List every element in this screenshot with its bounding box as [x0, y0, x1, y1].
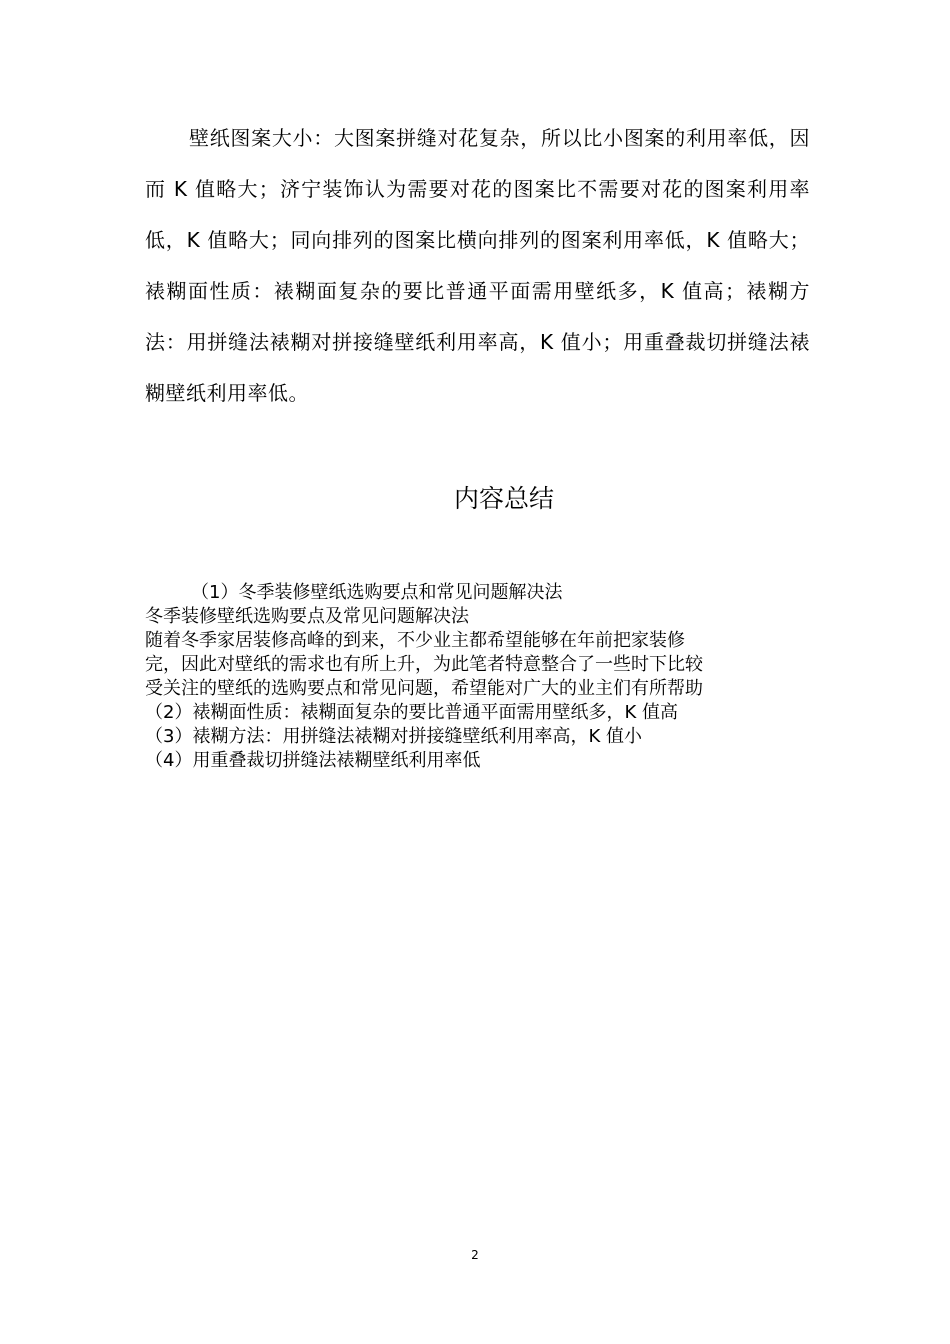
- summary-item: （3）裱糊方法：用拼缝法裱糊对拼接缝壁纸利用率高，K 值小: [145, 726, 642, 747]
- summary-item: 随着冬季家居装修高峰的到来，不少业主都希望能够在年前把家装修: [145, 630, 685, 651]
- body-paragraph: 壁纸图案大小：大图案拼缝对花复杂，所以比小图案的利用率低，因而 K 值略大；济宁装饰认为需要对花的图案比不需要对花的图案利用率低，K 值略大；同向排列的图案比横向排列的图案利用率低，K 值略大；裱糊面性质：裱糊面复杂的要比普通平面需用壁纸多，K 值高；裱糊方法：用拼缝法裱糊对拼接缝壁纸利用率高，K 值小；用重叠裁切拼缝法裱糊壁纸利用率低。: [145, 126, 810, 405]
- summary-item: 受关注的壁纸的选购要点和常见问题，希望能对广大的业主们有所帮助: [145, 678, 703, 699]
- summary-title: 内容总结: [453, 484, 554, 513]
- summary-list: [145, 581, 825, 773]
- page-number: 2: [471, 1248, 479, 1262]
- summary-item: （1）冬季装修壁纸选购要点和常见问题解决法: [191, 582, 563, 603]
- summary-item: （2）裱糊面性质：裱糊面复杂的要比普通平面需用壁纸多，K 值高: [145, 702, 678, 723]
- summary-item: （4）用重叠裁切拼缝法裱糊壁纸利用率低: [145, 750, 481, 771]
- summary-item: 冬季装修壁纸选购要点及常见问题解决法: [145, 606, 469, 627]
- summary-item: 完，因此对壁纸的需求也有所上升，为此笔者特意整合了一些时下比较: [145, 654, 703, 675]
